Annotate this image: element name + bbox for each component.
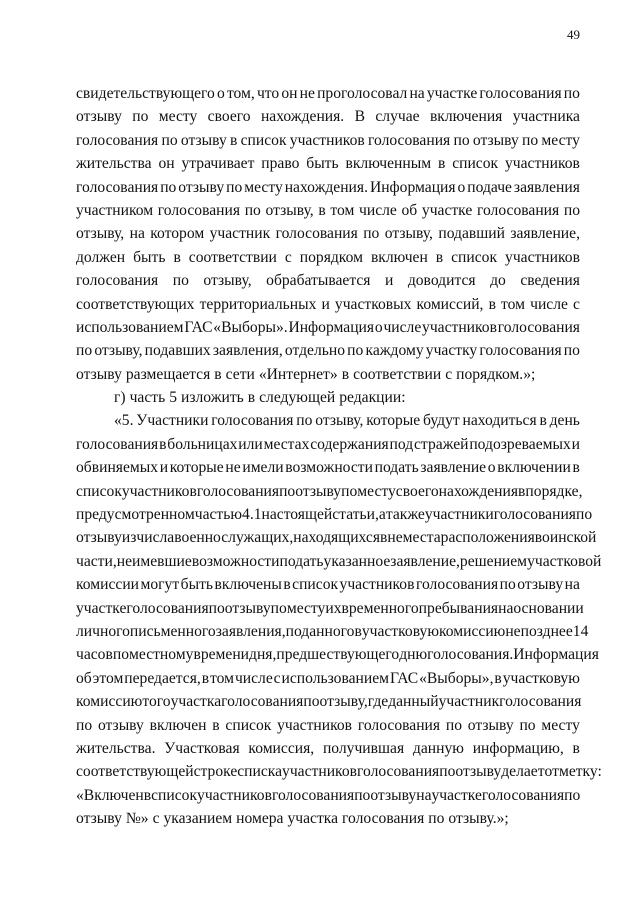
text-line: голосования по отзыву по месту нахождения. Информация о подаче заявления — [76, 178, 580, 196]
page-number: 49 — [567, 27, 580, 42]
text-line: «5. Участники голосования по отзыву, которые будут находиться в день — [114, 412, 580, 430]
text-line: г) часть 5 изложить в следующей редакции: — [114, 389, 406, 407]
text-line: по отзыву включен в список участников голосования по отзыву по месту — [76, 716, 580, 734]
text-line: комиссии могут быть включены в список участников голосования по отзыву на — [76, 576, 580, 594]
paragraph — [76, 386, 580, 409]
text-line: предусмотренном частью 4.1 настоящей статьи, а также участники голосования по — [76, 506, 593, 524]
text-line: участке голосования по отзыву по месту их временного пребывания на основании — [76, 599, 584, 617]
text-line: комиссию того участка голосования по отзыву, где данный участник голосования — [76, 693, 582, 711]
text-line: части, не имевшие возможности подать указанное заявление, решением участковой — [76, 552, 602, 570]
text-line: обвиняемых и которые не имели возможности подать заявление о включении в — [76, 459, 580, 477]
text-line: голосования по отзыву, обрабатывается и доводится до сведения — [76, 272, 580, 290]
text-line: участником голосования по отзыву, в том числе об участке голосования по — [76, 201, 580, 219]
text-line: использованием ГАС «Выборы». Информация о числе участников голосования — [76, 318, 580, 336]
paragraph — [76, 409, 602, 830]
text-line: отзыву №» с указанием номера участка голосования по отзыву.»; — [76, 810, 509, 828]
text-line: «Включен в список участников голосования по отзыву на участке голосования по — [76, 786, 581, 804]
text-line: соответствующих территориальных и участковых комиссий, в том числе с — [76, 295, 580, 313]
text-line: отзыву размещается в сети «Интернет» в соответствии с порядком.»; — [76, 365, 536, 383]
text-line: личного письменного заявления, поданного в участковую комиссию не позднее 14 — [76, 622, 589, 640]
text-line: голосования по отзыву в список участников голосования по отзыву по месту — [76, 131, 580, 149]
text-line: соответствующей строке списка участников голосования по отзыву делает отметку: — [76, 763, 602, 781]
text-line: по отзыву, подавших заявления, отдельно по каждому участку голосования по — [76, 342, 580, 360]
text-line: должен быть в соответствии с порядком включен в список участников — [76, 248, 580, 266]
paragraph — [76, 82, 580, 386]
text-line: список участников голосования по отзыву по месту своего нахождения в порядке, — [76, 482, 583, 500]
text-line: отзыву, на котором участник голосования по отзыву, подавший заявление, — [76, 225, 580, 243]
text-line: жительства. Участковая комиссия, получившая данную информацию, в — [76, 739, 580, 757]
text-line: голосования в больницах или местах содержания под стражей подозреваемых и — [76, 435, 580, 453]
text-line: об этом передается, в том числе с использованием ГАС «Выборы», в участковую — [76, 669, 580, 687]
text-line: отзыву из числа военнослужащих, находящихся вне места расположения воинской — [76, 529, 597, 547]
text-line: часов по местному времени дня, предшествующего дню голосования. Информация — [76, 646, 599, 664]
text-line: свидетельствующего о том, что он не проголосовал на участке голосования по — [76, 85, 580, 102]
text-line: жительства он утрачивает право быть включенным в список участников — [76, 155, 580, 173]
text-line: отзыву по месту своего нахождения. В случае включения участника — [76, 108, 580, 126]
document-body — [76, 82, 602, 831]
